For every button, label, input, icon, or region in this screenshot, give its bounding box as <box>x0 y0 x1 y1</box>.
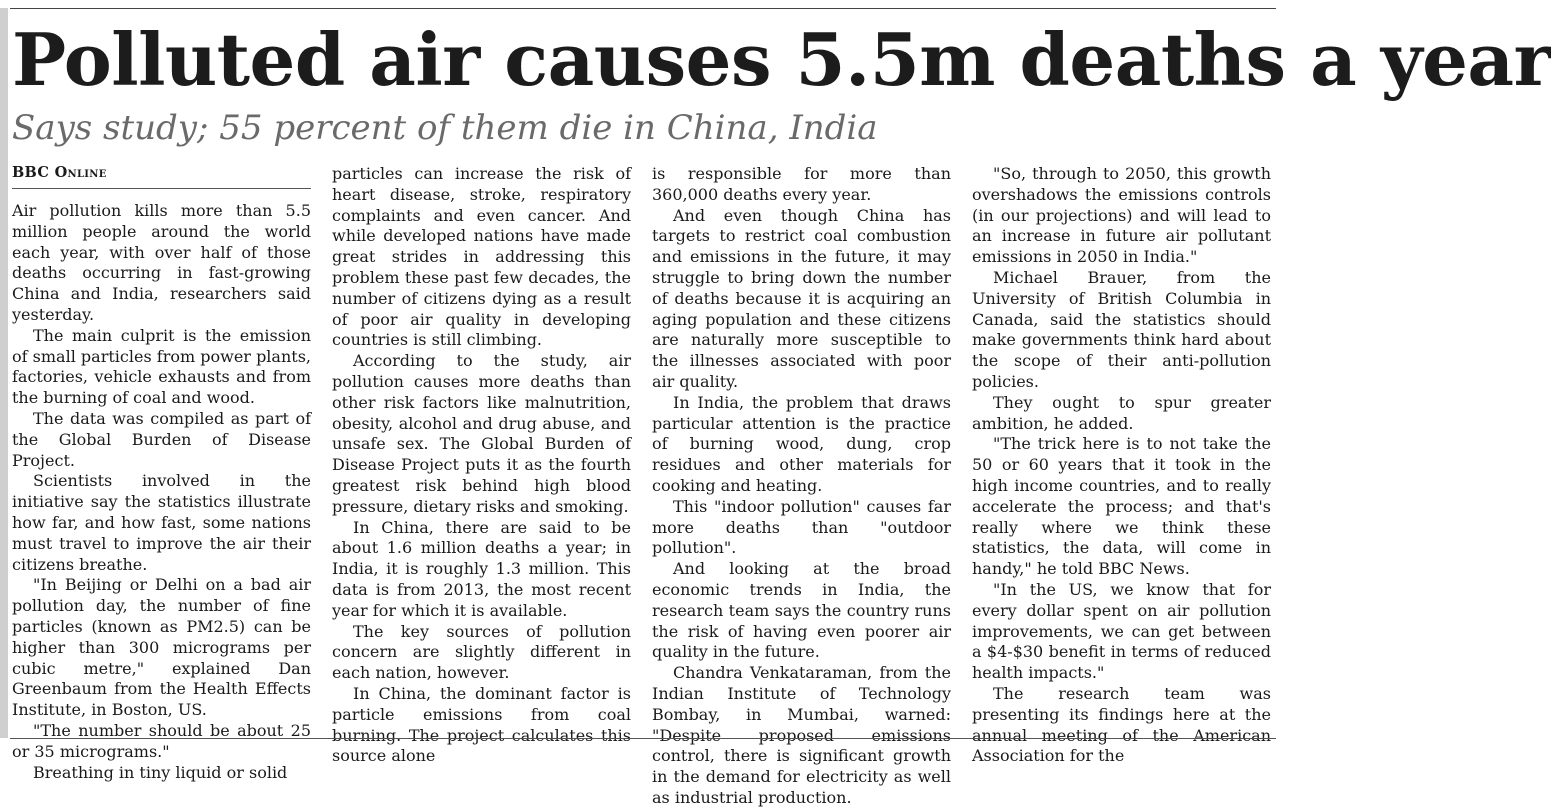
paragraph: Chandra Venkataraman, from the Indian Institute of Technology Bombay, in Mumbai, warned: "Despite proposed emissions control, there is significant growth in the demand for electricity as well as industrial production. <box>652 663 951 807</box>
paragraph: "So, through to 2050, this growth overshadows the emissions controls (in our projections) and will lead to an increase in future air pollutant emissions in 2050 in India." <box>972 164 1271 267</box>
headline: Polluted air causes 5.5m deaths a year <box>12 17 1551 102</box>
paragraph: This "indoor pollution" causes far more deaths than "outdoor pollution". <box>652 496 951 558</box>
subheadline: Says study; 55 percent of them die in China, India <box>12 108 878 148</box>
article-column-3 <box>652 164 951 809</box>
paragraph: The data was compiled as part of the Global Burden of Disease Project. <box>12 408 311 470</box>
paragraph: In China, there are said to be about 1.6 million deaths a year; in India, it is roughly 1.3 million. This data is from 2013, the most recent year for which it is available. <box>332 517 631 620</box>
paragraph: They ought to spur greater ambition, he added. <box>972 392 1271 433</box>
paragraph: In China, the dominant factor is particle emissions from coal burning. The project calculates this source alone <box>332 683 631 766</box>
paragraph: "In Beijing or Delhi on a bad air pollution day, the number of fine particles (known as PM2.5) can be higher than 300 micrograms per cubic metre," explained Dan Greenbaum from the Health Effects Institute, in Boston, US. <box>12 575 311 720</box>
paragraph: Michael Brauer, from the University of British Columbia in Canada, said the statistics should make governments think hard about the scope of their anti-pollution policies. <box>972 267 1271 391</box>
paragraph: Scientists involved in the initiative say the statistics illustrate how far, and how fast, some nations must travel to improve the air their citizens breathe. <box>12 471 311 574</box>
paragraph: Air pollution kills more than 5.5 million people around the world each year, with over half of those deaths occurring in fast-growing China and India, researchers said yesterday. <box>12 201 311 324</box>
article-column-1 <box>12 164 311 783</box>
byline: BBC Online <box>12 164 311 189</box>
paragraph: particles can increase the risk of heart disease, stroke, respiratory complaints and even cancer. And while developed nations have made great strides in addressing this problem these past few decades, the number of citizens dying as a result of poor air quality in developing countries is still climbing. <box>332 164 631 350</box>
bottom-rule <box>10 738 1276 739</box>
paragraph: According to the study, air pollution causes more deaths than other risk factors like malnutrition, obesity, alcohol and drug abuse, and unsafe sex. The Global Burden of Disease Project puts it as the fourth greatest risk behind high blood pressure, dietary risks and smoking. <box>332 351 631 516</box>
paragraph: In India, the problem that draws particular attention is the practice of burning wood, dung, crop residues and other materials for cooking and heating. <box>652 392 951 495</box>
article-column-4 <box>972 164 1271 767</box>
top-rule <box>10 8 1276 9</box>
paragraph: And even though China has targets to restrict coal combustion and emissions in the future, it may struggle to bring down the number of deaths because it is acquiring an aging population and these citizens are naturally more susceptible to the illnesses associated with poor air quality. <box>652 205 951 391</box>
paragraph: The research team was presenting its findings here at the annual meeting of the American Association for the <box>972 683 1271 766</box>
paragraph: "The trick here is to not take the 50 or 60 years that it took in the high income countries, and to really accelerate the process; and that's really where we think these statistics, the data, will come in handy," he told BBC News. <box>972 434 1271 579</box>
paragraph: The main culprit is the emission of small particles from power plants, factories, vehicle exhausts and from the burning of coal and wood. <box>12 325 311 408</box>
page-edge-shadow <box>0 8 8 738</box>
paragraph: "In the US, we know that for every dollar spent on air pollution improvements, we can get between a $4-$30 benefit in terms of reduced health impacts." <box>972 579 1271 683</box>
paragraph: is responsible for more than 360,000 deaths every year. <box>652 164 951 204</box>
article-column-2 <box>332 164 631 767</box>
paragraph: And looking at the broad economic trends in India, the research team says the country runs the risk of having even poorer air quality in the future. <box>652 559 951 662</box>
paragraph: The key sources of pollution concern are slightly different in each nation, however. <box>332 621 631 683</box>
paragraph: "The number should be about 25 or 35 micrograms." <box>12 720 311 761</box>
paragraph: Breathing in tiny liquid or solid <box>33 762 288 782</box>
